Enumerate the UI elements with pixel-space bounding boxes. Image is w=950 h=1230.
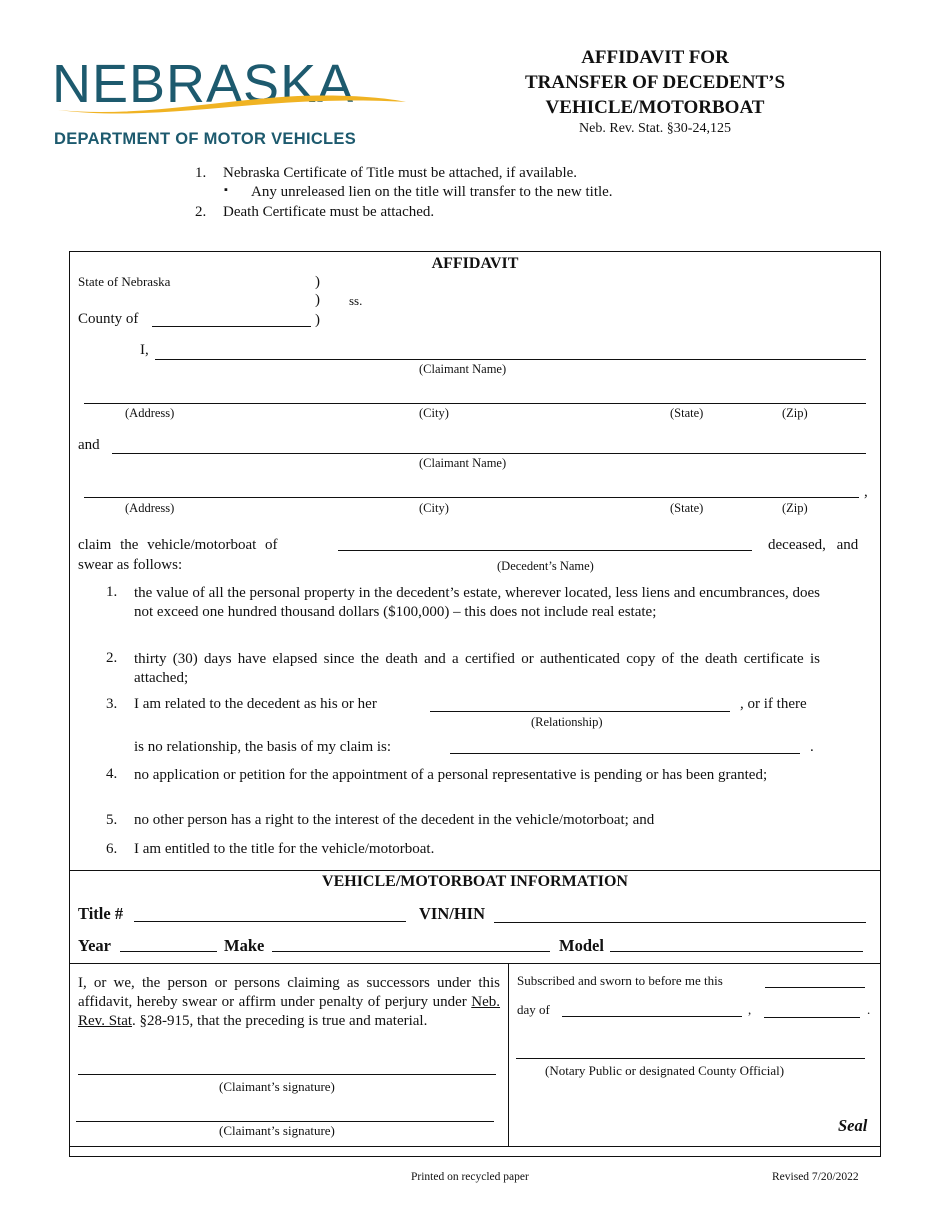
make-label: Make (224, 936, 265, 955)
instruction-text: Any unreleased lien on the title will transfer to the new title. (251, 184, 613, 200)
comma: , (864, 484, 868, 500)
decedent-caption: (Decedent’s Name) (497, 559, 594, 573)
address-caption: (Address) (125, 501, 175, 515)
city-caption: (City) (419, 501, 449, 515)
venue-paren: ) (315, 312, 320, 328)
claimant-name-field-1[interactable] (155, 359, 866, 360)
vin-field[interactable] (494, 922, 866, 923)
oath-before: I, or we, the person or persons claiming as successors under this affidavit, hereby swear or affirm under penalty of perjury under (78, 975, 500, 1010)
claimant-name-caption: (Claimant Name) (419, 456, 507, 470)
vehicle-heading: VEHICLE/MOTORBOAT INFORMATION (322, 873, 628, 890)
instruction-text: Nebraska Certificate of Title must be attached, if available. (223, 165, 578, 181)
item-number: 4. (106, 766, 118, 782)
claimant-signature-caption: (Claimant’s signature) (219, 1079, 335, 1094)
venue-paren: ) (315, 274, 320, 290)
instruction-num: 1. (195, 165, 207, 181)
city-caption: (City) (419, 406, 449, 420)
or-if-there-text: , or if there (740, 696, 807, 712)
form-title-line3: VEHICLE/MOTORBOAT (545, 97, 765, 118)
item-number: 2. (106, 650, 118, 666)
make-field[interactable] (272, 951, 550, 952)
seal-label: Seal (838, 1116, 868, 1135)
day-of-label: day of (517, 1002, 550, 1017)
claim-text: claim the vehicle/motorboat of (78, 537, 278, 553)
basis-text: is no relationship, the basis of my claim is: (134, 739, 392, 755)
zip-caption: (Zip) (782, 501, 808, 515)
claimant-address-field-2[interactable] (84, 497, 859, 498)
statute-reference: Neb. Rev. Stat. §30-24,125 (579, 121, 731, 136)
revision-date: Revised 7/20/2022 (772, 1171, 859, 1183)
claimant-name-field-2[interactable] (112, 453, 866, 454)
item-text: the value of all the personal property in the decedent’s estate, wherever located, less liens and encumbrances, does not exceed one hundred thousand dollars ($100,000) – this does not include real estate; (134, 585, 820, 620)
claimant-signature-field-2[interactable] (76, 1121, 494, 1122)
county-label: County of (78, 311, 139, 327)
claimant-address-field-1[interactable] (84, 403, 866, 404)
vin-label: VIN/HIN (419, 904, 486, 923)
logo-wordmark: NEBRASKA (52, 54, 355, 114)
state-label: State of Nebraska (78, 274, 171, 289)
zip-caption: (Zip) (782, 406, 808, 420)
item-text: I am entitled to the title for the vehicle/motorboat. (134, 841, 435, 857)
claimant-signature-caption: (Claimant’s signature) (219, 1123, 335, 1138)
title-number-label: Title # (78, 904, 124, 923)
relationship-caption: (Relationship) (531, 715, 603, 729)
address-caption: (Address) (125, 406, 175, 420)
deceased-text: deceased, and (768, 537, 859, 553)
venue-paren: ) (315, 292, 320, 308)
divider (69, 1146, 881, 1147)
form-title-line2: TRANSFER OF DECEDENT’S (524, 72, 786, 93)
ss-label: ss. (349, 293, 363, 308)
instruction-num: 2. (195, 204, 207, 220)
divider (508, 963, 509, 1146)
item-number: 3. (106, 696, 118, 712)
model-label: Model (559, 936, 604, 955)
subscribed-text: Subscribed and sworn to before me this (517, 973, 723, 988)
recycled-note: Printed on recycled paper (411, 1171, 529, 1183)
notary-caption: (Notary Public or designated County Official) (545, 1063, 785, 1078)
affidavit-heading: AFFIDAVIT (431, 255, 519, 272)
model-field[interactable] (610, 951, 863, 952)
i-label: I, (140, 342, 149, 358)
oath-text (78, 974, 500, 1031)
logo-department: DEPARTMENT OF MOTOR VEHICLES (54, 130, 357, 148)
instruction-bullet: ▪ (224, 184, 228, 196)
divider (69, 870, 881, 871)
item-text: no other person has a right to the interest of the decedent in the vehicle/motorboat; and (134, 812, 655, 828)
item-text: thirty (30) days have elapsed since the death and a certified or authenticated copy of the death certificate is attached; (134, 651, 820, 686)
oath-after: . §28-915, that the preceding is true and material. (132, 1013, 428, 1029)
title-number-field[interactable] (134, 921, 406, 922)
relationship-field[interactable] (430, 711, 730, 712)
month-field[interactable] (562, 1016, 742, 1017)
state-caption: (State) (670, 406, 704, 420)
period: . (867, 1002, 871, 1017)
period: . (810, 739, 814, 755)
decedent-name-field[interactable] (338, 550, 752, 551)
item-number: 1. (106, 584, 118, 600)
and-label: and (78, 437, 100, 453)
item-number: 5. (106, 812, 118, 828)
item-number: 6. (106, 841, 118, 857)
year-label: Year (78, 936, 111, 955)
claimant-signature-field-1[interactable] (78, 1074, 496, 1075)
subscribed-day-field[interactable] (765, 987, 865, 988)
notary-signature-field[interactable] (516, 1058, 865, 1059)
swear-text: swear as follows: (78, 557, 183, 573)
claimant-name-caption: (Claimant Name) (419, 362, 507, 376)
item-text: I am related to the decedent as his or her (134, 696, 377, 712)
form-title-line1: AFFIDAVIT FOR (581, 47, 729, 68)
instruction-text: Death Certificate must be attached. (223, 204, 435, 220)
logo-swoosh (48, 76, 408, 126)
divider (69, 963, 881, 964)
item-text: no application or petition for the appointment of a personal representative is pending or has been granted; (134, 767, 768, 783)
comma: , (748, 1002, 752, 1017)
basis-field[interactable] (450, 753, 800, 754)
county-field[interactable] (152, 326, 311, 327)
year-field[interactable] (120, 951, 217, 952)
year-sworn-field[interactable] (764, 1017, 860, 1018)
state-caption: (State) (670, 501, 704, 515)
statute-link: Neb. Rev. Stat (78, 994, 501, 1029)
